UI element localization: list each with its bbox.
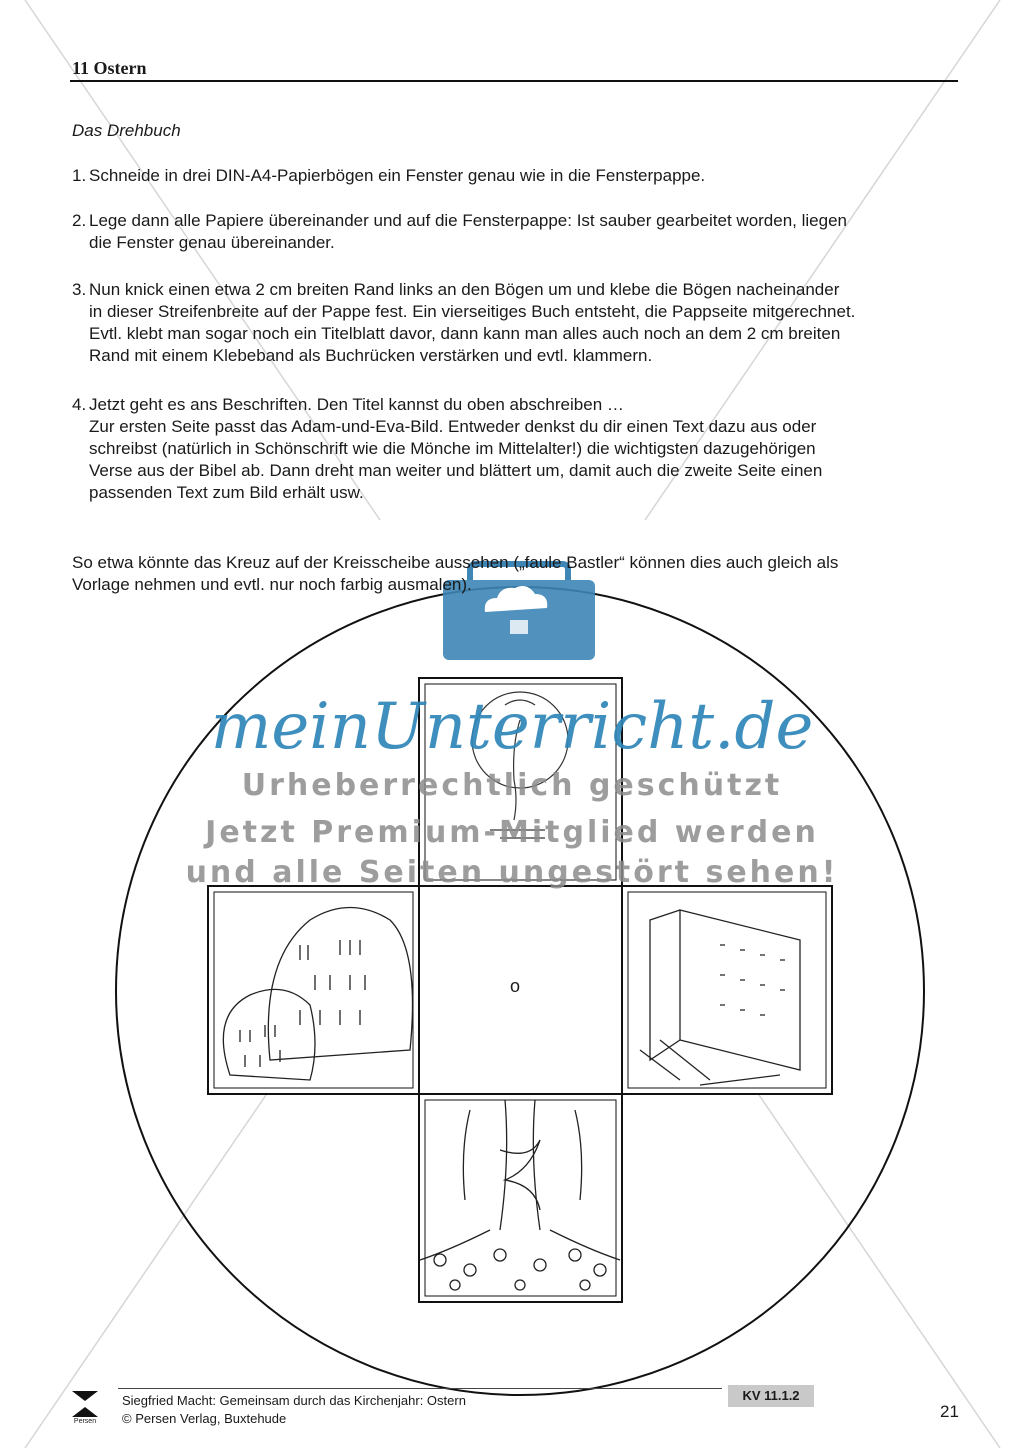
publisher-logo-text: Persen: [73, 1418, 97, 1425]
outro-text: [72, 552, 838, 596]
step-line: Nun knick einen etwa 2 cm breiten Rand links an den Bögen um und klebe die Bögen nacheinander: [89, 280, 840, 299]
step-line: Lege dann alle Papiere übereinander und auf die Fensterpappe: Ist sauber gearbeitet worden, liegen: [89, 211, 847, 230]
step-number: 3.: [72, 280, 87, 299]
step-line: Verse aus der Bibel ab. Dann dreht man weiter und blättert um, damit auch die zweite Seite einen: [89, 461, 823, 480]
watermark-premium-cta-2: und alle Seiten ungestört sehen!: [185, 855, 839, 890]
panel-center: [419, 886, 622, 1094]
center-mark: o: [510, 976, 521, 996]
outro-line: Vorlage nehmen und evtl. nur noch farbig ausmalen).: [72, 575, 472, 594]
step-line: in dieser Streifenbreite auf der Pappe fest. Ein vierseitiges Buch entsteht, die Pappseite mitgerechnet.: [89, 302, 856, 321]
step-1: [72, 165, 972, 187]
watermark-copyright: Urheberrechtlich geschützt: [241, 768, 783, 803]
kv-badge: KV 11.1.2: [728, 1385, 814, 1407]
panel-bottom: [419, 1094, 622, 1302]
outro-line: So etwa könnte das Kreuz auf der Kreisscheibe aussehen („faule Bastler“ können dies auch gleich als: [72, 553, 839, 572]
chapter-title: 11 Ostern: [72, 58, 147, 78]
watermark-premium-cta[interactable]: Jetzt Premium-Mitglied werden: [205, 815, 819, 850]
step-line: Jetzt geht es ans Beschriften. Den Titel kannst du oben abschreiben …: [89, 395, 624, 414]
page-number: 21: [940, 1402, 959, 1421]
step-line: Schneide in drei DIN-A4-Papierbögen ein Fenster genau wie in die Fensterpappe.: [89, 166, 706, 185]
footer-rule: [118, 1388, 722, 1389]
step-2: [72, 210, 972, 254]
step-line: passenden Text zum Bild erhält usw.: [89, 483, 364, 502]
step-line: Evtl. klebt man sogar noch ein Titelblatt davor, dann kann man alles auch noch an dem 2 cm breiten: [89, 324, 841, 343]
step-line: Zur ersten Seite passt das Adam-und-Eva-Bild. Entweder denkst du dir einen Text dazu aus oder: [89, 417, 817, 436]
step-line: Rand mit einem Klebeband als Buchrücken verstärken und evtl. klammern.: [89, 346, 653, 365]
publisher-logo: [72, 1391, 98, 1417]
footer-copyright: © Persen Verlag, Buxtehude: [122, 1411, 287, 1426]
step-4: [72, 394, 972, 504]
step-line: schreibst (natürlich in Schönschrift wie die Mönche im Mittelalter!) die wichtigsten dazugehörigen: [89, 439, 816, 458]
step-number: 2.: [72, 211, 87, 230]
step-number: 4.: [72, 395, 87, 414]
watermark-brand[interactable]: meinUnterricht.de: [210, 690, 814, 764]
header-rule: [70, 80, 958, 82]
section-title: Das Drehbuch: [72, 121, 181, 140]
footer-source: Siegfried Macht: Gemeinsam durch das Kirchenjahr: Ostern: [122, 1393, 466, 1408]
step-3: [72, 279, 972, 367]
step-number: 1.: [72, 166, 87, 185]
step-line: die Fenster genau übereinander.: [89, 233, 335, 252]
